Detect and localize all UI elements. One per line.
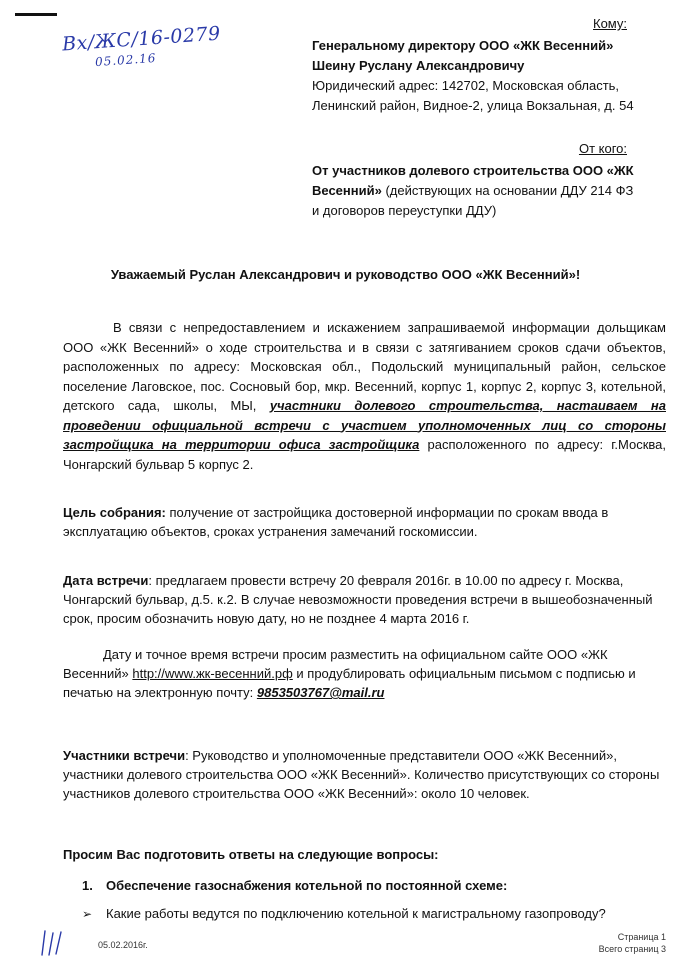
- registration-stamp-number: Вх/ЖС/16-0279: [61, 22, 222, 56]
- page-total: Всего страниц 3: [598, 944, 666, 954]
- sender-basis: (действующих на основании ДДУ 214 ФЗ и договоров переуступки ДДУ): [312, 183, 634, 218]
- dash-mark: [15, 13, 57, 16]
- email-link[interactable]: 9853503767@mail.ru: [256, 685, 385, 700]
- question-heading: [82, 878, 507, 893]
- question-number: 1.: [82, 878, 93, 893]
- greeting: Уважаемый Руслан Александрович и руководство ООО «ЖК Весенний»!: [110, 267, 581, 282]
- goal-paragraph: [63, 503, 666, 541]
- intro-text: В связи с непредоставлением и искажением запрашиваемой информации дольщикам ООО «ЖК Весенний» о ходе строительства и в связи с затягиванием сроков сдачи объектов, расположенных по адресу: Московская обл., Подольский муниципальный район, сельское поселение Лаговское, пос. Сосновый бор, мкр. Весенний, корпус 1, корпус 2, корпус 3, котельной, детского сада, школы, МЫ,: [63, 320, 666, 413]
- question-title: Обеспечение газоснабжения котельной по постоянной схеме:: [106, 878, 508, 893]
- recipient-title: Генеральному директору ООО «ЖК Весенний»: [312, 38, 614, 53]
- intro-emphasis: участники долевого строительства, настаиваем на проведении официальной встречи с участием уполномоченных лиц со стороны застройщика на территории офиса застройщика: [63, 398, 666, 452]
- meeting-date-paragraph: [63, 571, 666, 628]
- questions-request: Просим Вас подготовить ответы на следующие вопросы:: [63, 847, 439, 862]
- meeting-date-text: : предлагаем провести встречу 20 февраля 2016г. в 10.00 по адресу г. Москва, Чонгарский бульвар, д.5. к.2. В случае невозможности проведения встречи в вышеобозначенный срок, просим обозначить новую дату, но не позднее 4 марта 2016 г.: [63, 573, 653, 626]
- publish-paragraph: [63, 645, 666, 702]
- publish-text-1: Дату и точное время встречи просим разместить на официальном сайте ООО «ЖК Весенний»: [63, 647, 608, 681]
- recipient-address: Юридический адрес: 142702, Московская область, Ленинский район, Видное-2, улица Вокзальная, д. 54: [312, 78, 634, 113]
- participants-text: : Руководство и уполномоченные представители ООО «ЖК Весенний», участники долевого строительства ООО «ЖК Весенний». Количество присутствующих со стороны участников долевого строительства ООО «ЖК Весенний»: около 10 человек.: [63, 748, 660, 801]
- meeting-date-label: Дата встречи: [63, 573, 149, 588]
- question-bullet-text: Какие работы ведутся по подключению котельной к магистральному газопроводу?: [106, 906, 606, 921]
- participants-label: Участники встречи: [63, 748, 186, 763]
- sender-name: От участников долевого строительства ООО «ЖК Весенний»: [312, 163, 634, 198]
- registration-stamp-date: 05.02.16: [94, 50, 157, 70]
- recipient-label: Кому:: [593, 16, 627, 31]
- sender-label: От кого:: [578, 141, 627, 156]
- page-number: Страница 1: [617, 932, 666, 942]
- publish-text-2: и продублировать официальным письмом с подписью и печатью на электронную почту:: [63, 666, 636, 700]
- intro-paragraph: [63, 318, 666, 474]
- goal-label: Цель собрания:: [63, 505, 166, 520]
- website-link[interactable]: http://www.жк-весенний.рф: [132, 666, 293, 681]
- recipient-name: Шеину Руслану Александровичу: [312, 58, 525, 73]
- question-bullet: [82, 906, 606, 921]
- intro-tail: расположенного по адресу: г.Москва, Чонгарский бульвар 5 корпус 2.: [63, 437, 666, 472]
- signature-mark: [36, 928, 66, 956]
- goal-text: получение от застройщика достоверной информации по срокам ввода в эксплуатацию объектов, сроках устранения замечаний госкомиссии.: [63, 505, 609, 539]
- arrow-bullet-icon: ➢: [82, 907, 93, 921]
- recipient-block: [312, 36, 642, 116]
- footer-date: 05.02.2016г.: [98, 940, 148, 950]
- participants-paragraph: [63, 746, 666, 803]
- sender-block: [312, 161, 642, 221]
- footer-page-info: [599, 931, 666, 955]
